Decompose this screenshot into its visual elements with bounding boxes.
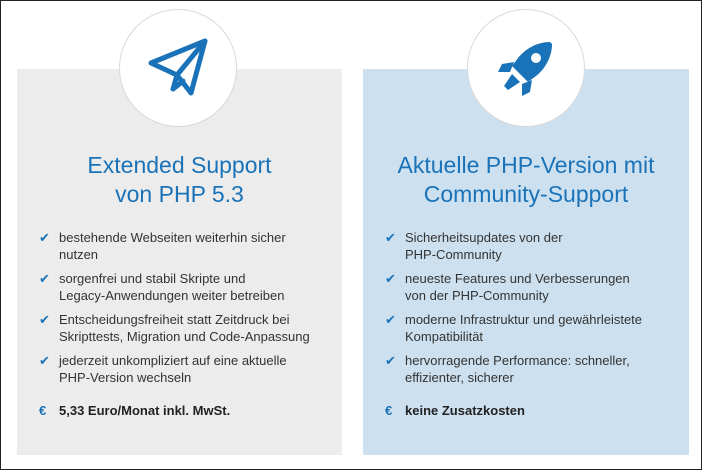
check-icon: ✔: [39, 312, 50, 327]
community-support-title: [363, 151, 689, 209]
extended-support-title: [17, 151, 342, 209]
title-line-1: Aktuelle PHP-Version mit: [397, 152, 655, 178]
check-icon: ✔: [385, 353, 396, 368]
check-icon: ✔: [39, 230, 50, 245]
euro-icon: €: [385, 403, 393, 418]
check-icon: ✔: [385, 230, 396, 245]
title-line-2: Community-Support: [423, 181, 629, 207]
euro-icon: €: [39, 403, 47, 418]
list-item: ✔ neueste Features und Verbesserungen von der PHP-Community: [385, 271, 630, 303]
list-item: ✔ bestehende Webseiten weiterhin sicher nutzen: [39, 230, 286, 262]
extended-support-feature-list: [39, 229, 332, 393]
paper-plane-icon: [143, 33, 213, 103]
price-label: [385, 402, 525, 419]
check-icon: ✔: [385, 271, 396, 286]
list-item: ✔ moderne Infrastruktur und gewährleistete Kompatibilität: [385, 312, 643, 344]
check-icon: ✔: [39, 353, 50, 368]
list-item: ✔ jederzeit unkompliziert auf eine aktuelle PHP-Version wechseln: [39, 353, 287, 385]
paper-plane-icon-circle: [119, 9, 237, 127]
title-line-2: von PHP 5.3: [115, 181, 244, 207]
check-icon: ✔: [385, 312, 396, 327]
price-label: [39, 402, 230, 419]
community-support-feature-list: [385, 229, 679, 393]
rocket-icon: [494, 36, 558, 100]
price-text: 5,33 Euro/Monat inkl. MwSt.: [59, 403, 231, 418]
price-text: keine Zusatzkosten: [405, 403, 525, 418]
title-line-1: Extended Support: [87, 152, 272, 178]
list-item: ✔ hervorragende Performance: schneller, effizienter, sicherer: [385, 353, 630, 385]
list-item: ✔ Sicherheitsupdates von der PHP-Community: [385, 230, 563, 262]
list-item: ✔ sorgenfrei und stabil Skripte und Legacy-Anwendungen weiter betreiben: [39, 271, 285, 303]
check-icon: ✔: [39, 271, 50, 286]
rocket-icon-circle: [467, 9, 585, 127]
list-item: ✔ Entscheidungsfreiheit statt Zeitdruck bei Skripttests, Migration und Code-Anpassung: [39, 312, 310, 344]
